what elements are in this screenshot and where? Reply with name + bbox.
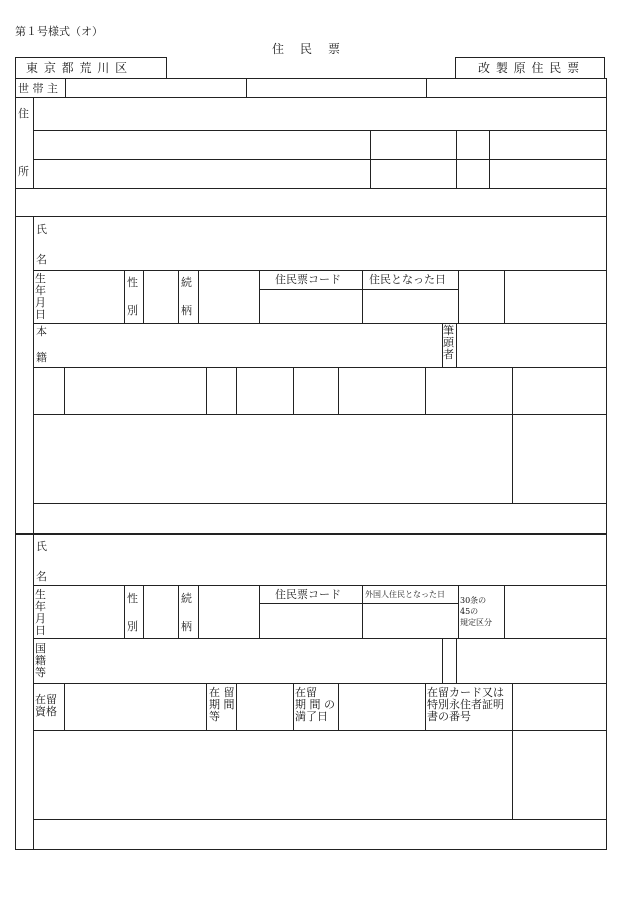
rule xyxy=(512,683,513,819)
s1-head-of-register-label: 筆 頭 者 xyxy=(443,324,454,361)
rule xyxy=(15,188,607,189)
s1-name-label-bottom: 名 xyxy=(36,253,47,266)
rule xyxy=(33,683,607,684)
rule xyxy=(338,367,339,414)
rule xyxy=(293,683,294,730)
rule xyxy=(33,503,607,504)
rule xyxy=(362,270,363,323)
s2-sex-label-bottom: 別 xyxy=(127,620,138,633)
rule xyxy=(293,367,294,414)
rule xyxy=(33,819,607,820)
rule xyxy=(456,130,457,188)
s2-birth-label: 生 年 月 日 xyxy=(35,588,46,637)
rule xyxy=(178,585,179,638)
rule xyxy=(198,585,199,638)
rule xyxy=(426,78,427,97)
s1-relation-label-bottom: 柄 xyxy=(181,304,192,317)
rule xyxy=(143,270,144,323)
s1-sex-label-bottom: 別 xyxy=(127,304,138,317)
rule xyxy=(33,323,607,324)
rule xyxy=(33,730,607,731)
rule xyxy=(338,683,339,730)
s2-name-label-top: 氏 xyxy=(36,540,47,553)
s2-period-of-stay-label: 在 留 期 間 等 xyxy=(209,686,235,723)
s1-relation-label-top: 続 xyxy=(181,276,192,289)
s1-honseki-label-top: 本 xyxy=(36,325,47,338)
rule xyxy=(33,130,607,131)
rule xyxy=(143,585,144,638)
rule xyxy=(259,289,458,290)
rule xyxy=(178,270,179,323)
s2-sex-label-top: 性 xyxy=(127,592,138,605)
rule xyxy=(198,270,199,323)
s2-card-number-label: 在留カード又は 特別永住者証明 書の番号 xyxy=(427,686,504,723)
stamp-label: 改 製 原 住 民 票 xyxy=(478,61,581,75)
rule xyxy=(236,367,237,414)
s2-expiry-of-stay-label: 在留 期 間 の 満了日 xyxy=(295,686,335,723)
s1-resident-code-label: 住民票コード xyxy=(275,273,341,286)
rule xyxy=(458,270,459,323)
rule xyxy=(33,638,607,639)
s2-status-of-residence-label: 在留 資格 xyxy=(35,693,57,718)
s1-sex-label-top: 性 xyxy=(127,276,138,289)
rule xyxy=(362,585,363,638)
rule xyxy=(64,683,65,730)
rule xyxy=(259,585,260,638)
rule xyxy=(489,130,490,188)
rule xyxy=(33,216,34,533)
rule xyxy=(65,78,66,97)
rule xyxy=(33,97,34,188)
rule xyxy=(124,270,125,323)
rule xyxy=(504,270,505,323)
rule xyxy=(512,367,513,503)
rule xyxy=(259,603,458,604)
s2-name-label-bottom: 名 xyxy=(36,570,47,583)
page-title: 住 民 票 xyxy=(272,42,343,56)
rule xyxy=(456,638,457,683)
s1-birth-label: 生 年 月 日 xyxy=(35,272,46,321)
s2-resident-code-label: 住民票コード xyxy=(275,588,341,601)
municipality-name: 東 京 都 荒 川 区 xyxy=(26,61,129,75)
rule xyxy=(15,97,607,98)
rule xyxy=(206,367,207,414)
rule xyxy=(259,270,260,323)
rule xyxy=(15,216,607,217)
form-number: 第１号様式（オ） xyxy=(15,25,103,38)
householder-label: 世 帯 主 xyxy=(18,82,58,95)
rule xyxy=(370,130,371,188)
form-frame xyxy=(15,78,607,850)
section-divider xyxy=(15,533,607,535)
rule xyxy=(236,683,237,730)
rule xyxy=(246,78,247,97)
rule xyxy=(33,367,607,368)
rule xyxy=(64,367,65,414)
s2-relation-label-top: 続 xyxy=(181,592,192,605)
rule xyxy=(33,585,607,586)
rule xyxy=(33,159,607,160)
rule xyxy=(33,533,34,850)
rule xyxy=(504,585,505,638)
rule xyxy=(33,414,607,415)
s2-became-foreign-resident-label: 外国人住民となった日 xyxy=(365,590,445,599)
s2-nationality-label: 国 籍 等 xyxy=(35,642,46,679)
address-label-top: 住 xyxy=(18,107,29,120)
rule xyxy=(458,585,459,638)
rule xyxy=(442,638,443,683)
rule xyxy=(425,367,426,414)
s1-name-label-top: 氏 xyxy=(36,223,47,236)
rule xyxy=(425,683,426,730)
rule xyxy=(206,683,207,730)
s2-relation-label-bottom: 柄 xyxy=(181,620,192,633)
rule xyxy=(33,270,607,271)
s2-article-30-45-label: 30条の 45の 規定区分 xyxy=(460,596,492,627)
rule xyxy=(124,585,125,638)
s1-honseki-label-bottom: 籍 xyxy=(36,351,47,364)
rule xyxy=(456,323,457,367)
address-label-bottom: 所 xyxy=(18,165,29,178)
s1-became-resident-label: 住民となった日 xyxy=(369,273,446,286)
